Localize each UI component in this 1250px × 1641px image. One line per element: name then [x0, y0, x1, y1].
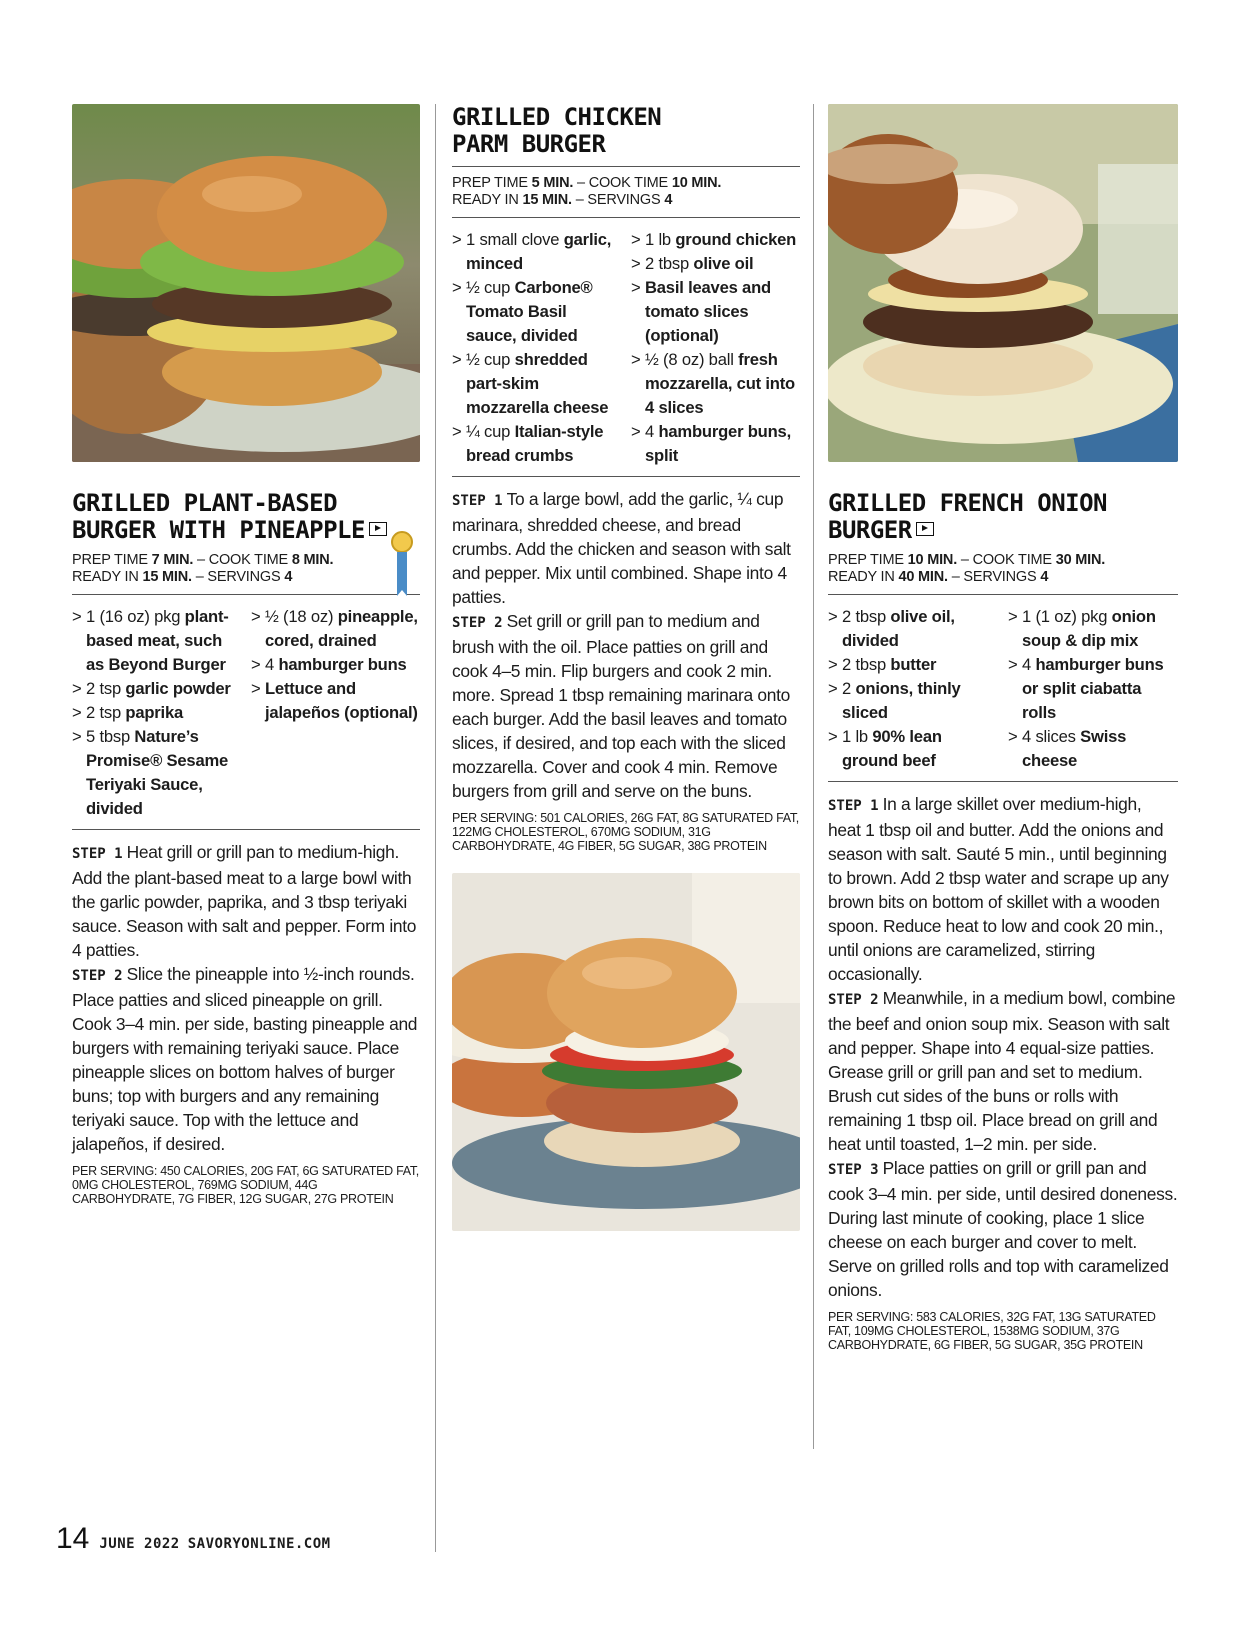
ingredient-name: Lettuce and jalapeños (optional): [265, 679, 418, 722]
ingredient-name: hamburger buns, split: [645, 422, 791, 465]
ingredient-list: [828, 605, 1178, 773]
title-line: BURGER: [828, 516, 912, 544]
recipe-step: [72, 962, 420, 1156]
servings-value: 4: [664, 192, 673, 208]
step-label: STEP 1: [452, 493, 503, 509]
title-line: GRILLED FRENCH ONION: [828, 489, 1107, 517]
title-line: PARM BURGER: [452, 130, 606, 158]
ingredient-item: [452, 228, 621, 276]
ingredient-item: [631, 228, 800, 252]
step-text: Slice the pineapple into ½-inch rounds. Place patties and sliced pineapple on grill. Cook 3–4 min. per side, basting pineapple and burgers with remaining teriyaki sauce. Place pineapple slices on bottom halves of burger buns; top with burgers and any remaining teriyaki sauce. Top with the lettuce and jalapeños, if desired.: [72, 964, 418, 1154]
ingredient-name: garlic, minced: [466, 230, 612, 273]
prep-label: PREP TIME: [452, 175, 528, 191]
recipe-times: [452, 167, 800, 209]
website-link[interactable]: SAVORYONLINE.COM: [187, 1536, 331, 1552]
recipe-title: [72, 490, 420, 544]
step-label: STEP 1: [72, 846, 123, 862]
step-text: In a large skillet over medium-high, heat 1 tbsp oil and butter. Add the onions and season with salt. Sauté 5 min., until beginning to brown. Add 2 tbsp water and scrape up any brown bits on bottom of skillet with a wooden spoon. Reduce heat to low and cook 20 min., until onions are caramelized, stirring occasionally.: [828, 794, 1169, 984]
servings-label: – SERVINGS: [195, 569, 281, 585]
recipe-step: [828, 986, 1178, 1156]
ready-label: READY IN: [72, 569, 139, 585]
ingredient-quantity: 5 tbsp: [86, 727, 135, 746]
section-rule: [72, 594, 420, 595]
ingredient-quantity: 2 tsp: [86, 679, 126, 698]
recipe-steps: [452, 487, 800, 803]
recipe-title: [452, 104, 800, 158]
page-footer: [56, 1522, 331, 1556]
ingredient-item: [72, 725, 241, 821]
ready-label: READY IN: [452, 192, 519, 208]
ingredient-column: [1008, 605, 1178, 773]
ingredient-name: onion soup & dip mix: [1022, 607, 1156, 650]
ingredient-quantity: 2 tbsp: [842, 655, 891, 674]
cook-label: – COOK TIME: [577, 175, 669, 191]
recipe-step: [452, 609, 800, 803]
step-text: Meanwhile, in a medium bowl, combine the beef and onion soup mix. Season with salt and pepper. Shape into 4 equal-size patties. Grease grill or grill pan and set to medium. Brush cut sides of the buns or rolls with remaining 1 tbsp oil. Place bread on grill and heat until toasted, 1–2 min. per side.: [828, 988, 1176, 1154]
ingredient-quantity: 4: [645, 422, 659, 441]
recipe-plant-based-burger: [72, 104, 420, 1206]
recipe-times: [828, 544, 1178, 586]
ingredient-item: [452, 276, 621, 348]
ingredient-item: [631, 348, 800, 420]
cook-label: – COOK TIME: [197, 552, 289, 568]
recipe-times: [72, 544, 420, 586]
ingredient-quantity: ½ cup: [466, 278, 515, 297]
ingredient-name: Carbone® Tomato Basil sauce, divided: [466, 278, 593, 345]
ingredient-item: [251, 653, 420, 677]
ingredient-column: [251, 605, 420, 821]
column-divider: [813, 104, 814, 1449]
section-rule: [828, 781, 1178, 782]
ingredient-column: [828, 605, 998, 773]
ingredient-item: [828, 725, 998, 773]
ingredient-name: garlic powder: [125, 679, 231, 698]
ingredient-quantity: 2: [842, 679, 856, 698]
ingredient-name: plant-based meat, such as Beyond Burger: [86, 607, 229, 674]
ingredient-quantity: 2 tbsp: [842, 607, 891, 626]
step-label: STEP 2: [72, 968, 123, 984]
footer-text: [99, 1536, 330, 1552]
issue-date: JUNE 2022: [99, 1536, 180, 1552]
nutrition-info: PER SERVING: 501 CALORIES, 26G FAT, 8G SATURATED FAT, 122MG CHOLESTEROL, 670MG SODIUM, 31G CARBOHYDRATE, 4G FIBER, 5G SUGAR, 38G PROTEIN: [452, 811, 799, 853]
ingredient-column: [631, 228, 800, 468]
prep-value: 10 MIN.: [907, 552, 958, 568]
recipe-step: [828, 792, 1178, 986]
ingredient-quantity: 1 (16 oz) pkg: [86, 607, 185, 626]
nutrition-info: PER SERVING: 450 CALORIES, 20G FAT, 6G SATURATED FAT, 0MG CHOLESTEROL, 769MG SODIUM, 44G CARBOHYDRATE, 7G FIBER, 12G SUGAR, 27G PROTEIN: [72, 1164, 419, 1206]
ingredient-item: [72, 701, 241, 725]
page-number: 14: [56, 1522, 90, 1555]
prep-label: PREP TIME: [828, 552, 904, 568]
recipe-step: [828, 1156, 1178, 1302]
ingredient-quantity: 2 tsp: [86, 703, 126, 722]
video-play-icon[interactable]: [916, 522, 934, 536]
french-onion-burger-photo: [828, 104, 1178, 462]
ingredient-quantity: 1 lb: [842, 727, 873, 746]
ingredient-item: [631, 420, 800, 468]
ready-value: 15 MIN.: [142, 569, 192, 585]
video-play-icon[interactable]: [369, 522, 387, 536]
recipe-steps: [72, 840, 420, 1156]
ingredient-column: [452, 228, 621, 468]
ingredient-name: pineapple, cored, drained: [265, 607, 418, 650]
section-rule: [452, 476, 800, 477]
prep-label: PREP TIME: [72, 552, 148, 568]
ingredient-name: olive oil, divided: [842, 607, 955, 650]
servings-label: – SERVINGS: [575, 192, 661, 208]
ingredient-item: [828, 677, 998, 725]
ingredient-item: [452, 348, 621, 420]
column-divider: [435, 104, 436, 1552]
ingredient-item: [251, 605, 420, 653]
section-rule: [72, 829, 420, 830]
ingredient-list: [452, 228, 800, 468]
ingredient-quantity: ½ cup: [466, 350, 515, 369]
step-label: STEP 2: [452, 615, 503, 631]
ingredient-item: [828, 605, 998, 653]
ingredient-quantity: 1 lb: [645, 230, 676, 249]
ready-value: 40 MIN.: [898, 569, 948, 585]
step-label: STEP 2: [828, 992, 879, 1008]
ingredient-name: shredded part-skim mozzarella cheese: [466, 350, 609, 417]
ingredient-name: 90% lean ground beef: [842, 727, 942, 770]
ingredient-quantity: ½ (18 oz): [265, 607, 338, 626]
recipe-steps: [828, 792, 1178, 1302]
step-text: To a large bowl, add the garlic, ¼ cup marinara, shredded cheese, and bread crumbs. Add the chicken and season with salt and pepper. Mix until combined. Shape into 4 patties.: [452, 489, 791, 607]
ingredient-name: butter: [890, 655, 937, 674]
section-rule: [828, 594, 1178, 595]
servings-value: 4: [1040, 569, 1049, 585]
ready-value: 15 MIN.: [522, 192, 572, 208]
ingredient-list: [72, 605, 420, 821]
ingredient-item: [828, 653, 998, 677]
ingredient-quantity: 4: [1022, 655, 1036, 674]
award-ribbon-icon: [390, 530, 414, 598]
step-text: Heat grill or grill pan to medium-high. Add the plant-based meat to a large bowl with the garlic powder, paprika, and 3 tbsp teriyaki sauce. Season with salt and pepper. Form into 4 patties.: [72, 842, 417, 960]
recipe-step: [452, 487, 800, 609]
ingredient-name: hamburger buns or split ciabatta rolls: [1022, 655, 1164, 722]
ready-label: READY IN: [828, 569, 895, 585]
chicken-parm-burger-photo: [452, 873, 800, 1231]
ingredient-quantity: ½ (8 oz) ball: [645, 350, 739, 369]
ingredient-name: ground chicken: [675, 230, 797, 249]
ingredient-name: fresh mozzarella, cut into 4 slices: [645, 350, 795, 417]
ingredient-item: [452, 420, 621, 468]
step-text: Place patties on grill or grill pan and cook 3–4 min. per side, until desired doneness. During last minute of cooking, place 1 slice cheese on each burger and cover to melt. Serve on grilled rolls and top with caramelized onions.: [828, 1158, 1178, 1300]
plant-based-burger-photo: [72, 104, 420, 462]
servings-label: – SERVINGS: [951, 569, 1037, 585]
ingredient-item: [72, 605, 241, 677]
ingredient-quantity: 4 slices: [1022, 727, 1081, 746]
cook-label: – COOK TIME: [960, 552, 1052, 568]
recipe-step: [72, 840, 420, 962]
ingredient-item: [1008, 605, 1178, 653]
cook-value: 10 MIN.: [671, 175, 722, 191]
ingredient-item: [631, 276, 800, 348]
recipe-french-onion-burger: [828, 104, 1178, 1352]
step-label: STEP 1: [828, 798, 879, 814]
title-line: GRILLED PLANT-BASED: [72, 489, 338, 517]
recipe-chicken-parm-burger: [452, 104, 800, 1231]
ingredient-name: Basil leaves and tomato slices (optional): [645, 278, 771, 345]
section-rule: [452, 217, 800, 218]
ingredient-item: [1008, 725, 1178, 773]
title-line: GRILLED CHICKEN: [452, 103, 662, 131]
recipe-title: [828, 490, 1178, 544]
title-line: BURGER WITH PINEAPPLE: [72, 516, 365, 544]
ingredient-name: onions, thinly sliced: [842, 679, 961, 722]
ingredient-name: olive oil: [693, 254, 754, 273]
ingredient-quantity: 1 small clove: [466, 230, 564, 249]
prep-value: 5 MIN.: [531, 175, 574, 191]
ingredient-name: hamburger buns: [278, 655, 407, 674]
ingredient-quantity: ¼ cup: [466, 422, 515, 441]
cook-value: 8 MIN.: [291, 552, 334, 568]
nutrition-info: PER SERVING: 583 CALORIES, 32G FAT, 13G SATURATED FAT, 109MG CHOLESTEROL, 1538MG SODIUM, 37G CARBOHYDRATE, 6G FIBER, 5G SUGAR, 35G PROTEIN: [828, 1310, 1156, 1352]
step-label: STEP 3: [828, 1162, 879, 1178]
ingredient-quantity: 4: [265, 655, 279, 674]
cook-value: 30 MIN.: [1055, 552, 1106, 568]
step-text: Set grill or grill pan to medium and brush with the oil. Place patties on grill and cook 4–5 min. Flip burgers and cook 2 min. more. Spread 1 tbsp remaining marinara onto each burger. Add the basil leaves and tomato slices, if desired, and top each with the sliced mozzarella. Cover and cook 4 min. Remove burgers from grill and serve on the buns.: [452, 611, 790, 801]
servings-value: 4: [284, 569, 293, 585]
ingredient-item: [631, 252, 800, 276]
ingredient-name: Nature’s Promise® Sesame Teriyaki Sauce, divided: [86, 727, 229, 818]
ingredient-name: Swiss cheese: [1022, 727, 1127, 770]
ingredient-name: paprika: [125, 703, 184, 722]
ingredient-quantity: 2 tbsp: [645, 254, 694, 273]
ingredient-item: [251, 677, 420, 725]
ingredient-column: [72, 605, 241, 821]
ingredient-item: [1008, 653, 1178, 725]
ingredient-item: [72, 677, 241, 701]
ingredient-name: Italian-style bread crumbs: [466, 422, 604, 465]
prep-value: 7 MIN.: [151, 552, 194, 568]
ingredient-quantity: 1 (1 oz) pkg: [1022, 607, 1112, 626]
